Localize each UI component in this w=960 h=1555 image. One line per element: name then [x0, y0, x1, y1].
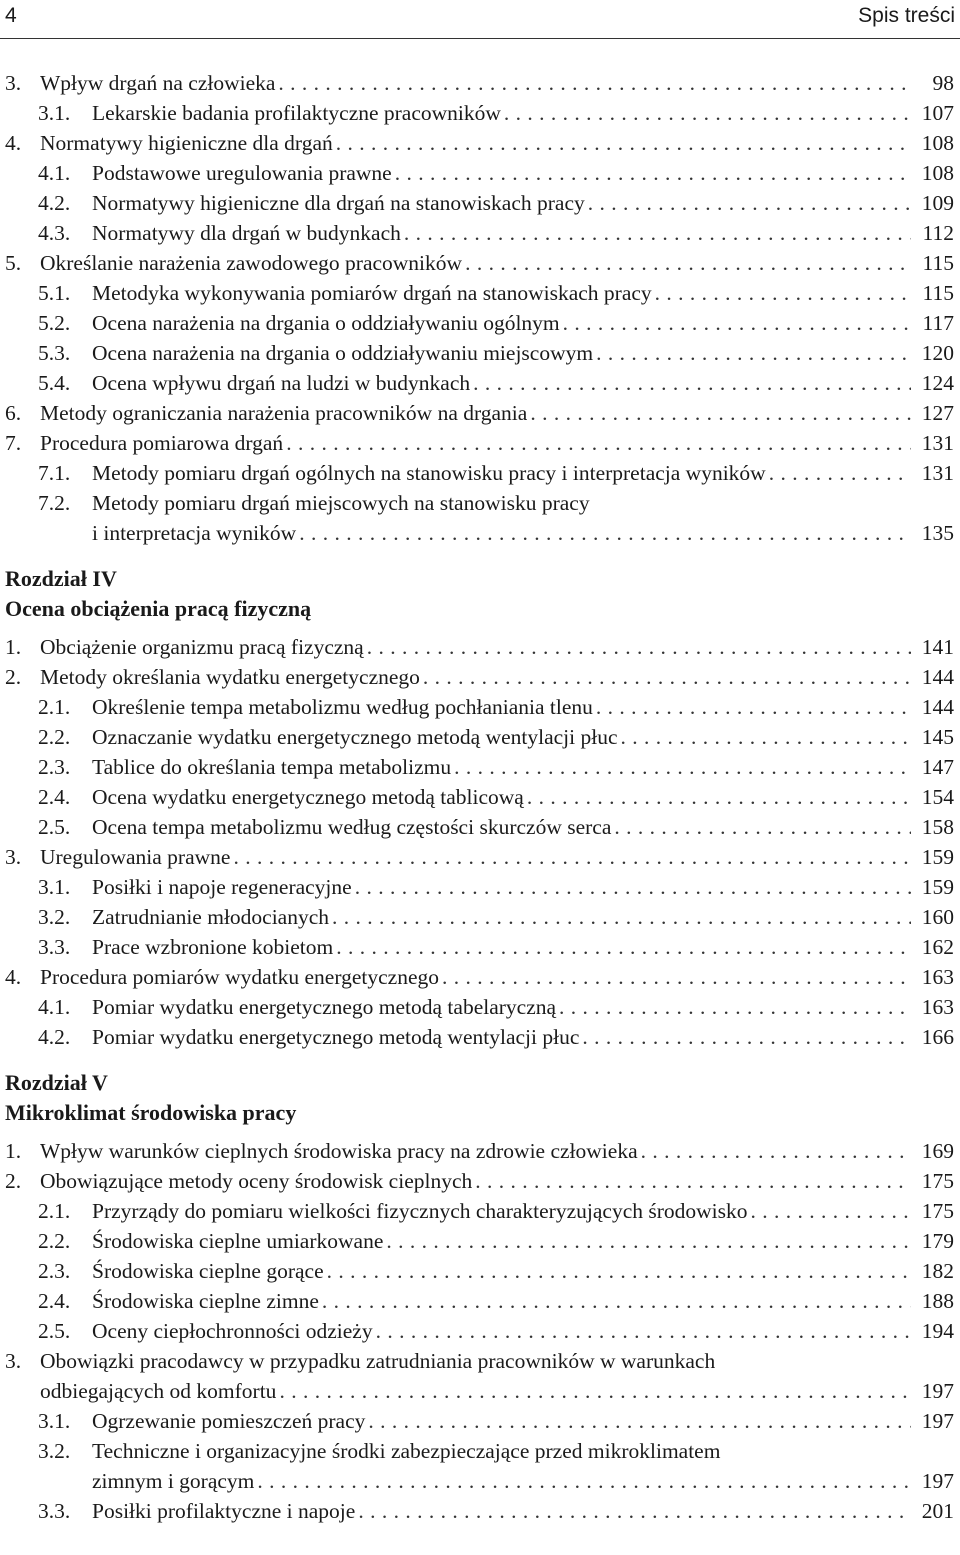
- toc-entry-title: Obowiązki pracodawcy w przypadku zatrudniania pracowników w warunkach: [40, 1349, 716, 1373]
- toc-entry-number: 2.3.: [38, 755, 71, 779]
- toc-entry-title-line: [92, 488, 954, 518]
- toc-entry-number: 2.2.: [38, 1229, 71, 1253]
- toc-entry-title: Tablice do określania tempa metabolizmu: [92, 755, 452, 779]
- toc-entry-title-line: [92, 1466, 954, 1496]
- toc-entry-number: 5.4.: [38, 371, 71, 395]
- toc-entry-title: Uregulowania prawne: [40, 845, 231, 869]
- chapter-title: Mikroklimat środowiska pracy: [5, 1100, 297, 1125]
- toc-entry-page: 145: [921, 725, 954, 749]
- dot-leader: [582, 1022, 911, 1052]
- toc-entry-title-line: [92, 1022, 954, 1052]
- dot-leader: [358, 1496, 911, 1526]
- toc-entry[interactable]: [0, 338, 960, 368]
- toc-entry-title-line: [92, 98, 954, 128]
- dot-leader: [588, 188, 911, 218]
- toc-entry-number: 2.4.: [38, 785, 71, 809]
- toc-entry[interactable]: [0, 962, 960, 992]
- toc-entry-title: Techniczne i organizacyjne środki zabezpieczające przed mikroklimatem: [92, 1439, 721, 1463]
- toc-entry-title-line: [92, 1286, 954, 1316]
- dot-leader: [278, 68, 911, 98]
- dot-leader: [769, 458, 911, 488]
- toc-entry[interactable]: [0, 872, 960, 902]
- toc-entry-title: Pomiar wydatku energetycznego metodą wentylacji płuc: [92, 1025, 580, 1049]
- toc-entry-number: 3.: [5, 845, 22, 869]
- toc-entry-number: 2.4.: [38, 1289, 71, 1313]
- toc-section-chapter-4: [0, 632, 960, 1052]
- chapter-label: Rozdział V: [5, 1070, 108, 1095]
- toc-entry-page: 175: [921, 1169, 954, 1193]
- toc-entry-continuation[interactable]: [0, 1376, 960, 1406]
- toc-entry-title-line: [40, 1346, 954, 1376]
- toc-entry-title: Obciążenie organizmu pracą fizyczną: [40, 635, 364, 659]
- toc-entry-number: 6.: [5, 401, 22, 425]
- toc-entry-title-line: [92, 158, 954, 188]
- toc-entry-title-line: [40, 128, 954, 158]
- dot-leader: [596, 692, 911, 722]
- toc-entry-number: 2.3.: [38, 1259, 71, 1283]
- toc-entry-title: Metodyka wykonywania pomiarów drgań na stanowiskach pracy: [92, 281, 652, 305]
- toc-entry-page: 154: [921, 785, 954, 809]
- toc-entry-title: Procedura pomiarów wydatku energetycznego: [40, 965, 439, 989]
- toc-entry-page: 182: [921, 1259, 954, 1283]
- toc-entry-page: 135: [921, 521, 954, 545]
- toc-entry[interactable]: [0, 752, 960, 782]
- toc-entry-title: Metody ograniczania narażenia pracowników na drgania: [40, 401, 528, 425]
- toc-entry-title: Oceny ciepłochronności odzieży: [92, 1319, 373, 1343]
- toc-entry-page: 109: [921, 191, 954, 215]
- toc-entry[interactable]: [0, 692, 960, 722]
- toc-section-chapter-3: [0, 68, 960, 548]
- toc-entry[interactable]: [0, 1136, 960, 1166]
- toc-entry-title-line: [92, 992, 954, 1022]
- toc-entry-page: 163: [921, 995, 954, 1019]
- toc-entry-number: 4.1.: [38, 995, 71, 1019]
- chapter-title: Ocena obciążenia pracą fizyczną: [5, 596, 312, 621]
- toc-entry-title: Ocena narażenia na drgania o oddziaływaniu ogólnym: [92, 311, 560, 335]
- toc-entry[interactable]: [0, 1286, 960, 1316]
- toc-entry-page: 166: [921, 1025, 954, 1049]
- toc-entry-page: 163: [921, 965, 954, 989]
- toc-entry-title: Procedura pomiarowa drgań: [40, 431, 284, 455]
- toc-entry[interactable]: [0, 1316, 960, 1346]
- toc-entry-title-line: [92, 308, 954, 338]
- toc-entry-title: Ocena tempa metabolizmu według częstości skurczów serca: [92, 815, 612, 839]
- dot-leader: [442, 962, 911, 992]
- toc-entry-page: 131: [921, 461, 954, 485]
- toc-entry[interactable]: [0, 128, 960, 158]
- toc-entry-title-line: [40, 662, 954, 692]
- toc-entry[interactable]: [0, 992, 960, 1022]
- dot-leader: [475, 1166, 911, 1196]
- toc-entry-title-line: [92, 338, 954, 368]
- toc-entry[interactable]: [0, 308, 960, 338]
- toc-entry-page: 179: [921, 1229, 954, 1253]
- dot-leader: [621, 722, 911, 752]
- toc-entry-title-continued: i interpretacja wyników: [92, 521, 297, 545]
- toc-entry-page: 162: [921, 935, 954, 959]
- toc-entry-number: 4.3.: [38, 221, 71, 245]
- toc-entry-title: Normatywy higieniczne dla drgań na stanowiskach pracy: [92, 191, 585, 215]
- page-header: [0, 0, 960, 40]
- toc-entry[interactable]: [0, 428, 960, 458]
- toc-entry[interactable]: [0, 842, 960, 872]
- toc-entry-title-line: [92, 902, 954, 932]
- toc-entry[interactable]: [0, 488, 960, 518]
- toc-entry-title-line: [92, 932, 954, 962]
- toc-entry-title-line: [40, 1166, 954, 1196]
- toc-entry-number: 3.2.: [38, 905, 71, 929]
- dot-leader: [655, 278, 911, 308]
- toc-entry-title: Środowiska cieplne gorące: [92, 1259, 324, 1283]
- toc-entry[interactable]: [0, 248, 960, 278]
- toc-entry-number: 3.1.: [38, 875, 71, 899]
- toc-entry-title: Określanie narażenia zawodowego pracowników: [40, 251, 463, 275]
- toc-entry-title-line: [92, 752, 954, 782]
- toc-entry-title: Podstawowe uregulowania prawne: [92, 161, 392, 185]
- toc-entry-number: 5.3.: [38, 341, 71, 365]
- dot-leader: [596, 338, 911, 368]
- toc-entry[interactable]: [0, 1196, 960, 1226]
- toc-entry-number: 4.2.: [38, 191, 71, 215]
- toc-entry-title: Określenie tempa metabolizmu według pochłaniania tlenu: [92, 695, 593, 719]
- toc-entry-title-line: [92, 1226, 954, 1256]
- dot-leader: [559, 992, 911, 1022]
- toc-entry-number: 2.5.: [38, 815, 71, 839]
- toc-entry-number: 1.: [5, 635, 22, 659]
- toc-entry-page: 160: [921, 905, 954, 929]
- toc-entry[interactable]: [0, 458, 960, 488]
- toc-entry[interactable]: [0, 932, 960, 962]
- toc-entry-page: 124: [921, 371, 954, 395]
- toc-entry-page: 120: [921, 341, 954, 365]
- toc-entry-title-line: [40, 962, 954, 992]
- toc-entry-title-continued: odbiegających od komfortu: [40, 1379, 277, 1403]
- toc-entry[interactable]: [0, 68, 960, 98]
- toc-entry-title-line: [40, 248, 954, 278]
- toc-entry-number: 2.1.: [38, 695, 71, 719]
- toc-entry[interactable]: [0, 98, 960, 128]
- dot-leader: [257, 1466, 911, 1496]
- toc-entry[interactable]: [0, 722, 960, 752]
- toc-entry-title-line: [40, 1376, 954, 1406]
- toc-entry-page: 115: [922, 281, 954, 305]
- toc-entry[interactable]: [0, 1022, 960, 1052]
- toc-entry[interactable]: [0, 902, 960, 932]
- toc-entry-title-line: [92, 872, 954, 902]
- toc-entry-title-line: [92, 722, 954, 752]
- toc-entry-number: 2.1.: [38, 1199, 71, 1223]
- dot-leader: [336, 932, 911, 962]
- header-rule: [0, 38, 960, 39]
- toc-entry-title-line: [40, 398, 954, 428]
- toc-entry-page: 108: [921, 131, 954, 155]
- toc-entry[interactable]: [0, 632, 960, 662]
- toc-entry-title: Obowiązujące metody oceny środowisk cieplnych: [40, 1169, 473, 1193]
- toc-entry[interactable]: [0, 1166, 960, 1196]
- toc-entry-number: 3.1.: [38, 101, 71, 125]
- dot-leader: [299, 518, 911, 548]
- toc-entry[interactable]: [0, 1346, 960, 1376]
- dot-leader: [395, 158, 911, 188]
- toc-entry-number: 1.: [5, 1139, 22, 1163]
- toc-entry-page: 169: [921, 1139, 954, 1163]
- toc-entry-title-line: [92, 278, 954, 308]
- toc-entry-number: 2.2.: [38, 725, 71, 749]
- toc-entry-title: Wpływ drgań na człowieka: [40, 71, 276, 95]
- toc-entry-title: Metody pomiaru drgań ogólnych na stanowisku pracy i interpretacja wyników: [92, 461, 766, 485]
- toc-entry[interactable]: [0, 812, 960, 842]
- dot-leader: [336, 128, 911, 158]
- toc-entry-title: Zatrudnianie młodocianych: [92, 905, 330, 929]
- toc-entry-title-line: [40, 428, 954, 458]
- dot-leader: [465, 248, 911, 278]
- toc-entry-title: Oznaczanie wydatku energetycznego metodą wentylacji płuc: [92, 725, 618, 749]
- toc-entry-number: 5.2.: [38, 311, 71, 335]
- dot-leader: [530, 398, 911, 428]
- toc-entry[interactable]: [0, 158, 960, 188]
- dot-leader: [367, 632, 911, 662]
- dot-leader: [563, 308, 911, 338]
- toc-entry-number: 3.3.: [38, 1499, 71, 1523]
- dot-leader: [423, 662, 911, 692]
- dot-leader: [504, 98, 911, 128]
- toc-entry-page: 144: [921, 665, 954, 689]
- toc-entry-page: 147: [921, 755, 954, 779]
- toc-entry-page: 197: [921, 1379, 954, 1403]
- toc-entry-title-line: [92, 218, 954, 248]
- toc-entry-title-line: [92, 1436, 954, 1466]
- toc-entry-page: 175: [921, 1199, 954, 1223]
- toc-entry-number: 3.2.: [38, 1439, 71, 1463]
- toc-entry-number: 4.2.: [38, 1025, 71, 1049]
- toc-entry-page: 115: [922, 251, 954, 275]
- toc-entry-continuation[interactable]: [0, 1466, 960, 1496]
- toc-entry-page: 131: [921, 431, 954, 455]
- toc-entry[interactable]: [0, 782, 960, 812]
- toc-entry-page: 158: [921, 815, 954, 839]
- toc-entry-page: 117: [922, 311, 954, 335]
- toc-entry-number: 4.: [5, 131, 22, 155]
- toc-entry-title: Normatywy dla drgań w budynkach: [92, 221, 401, 245]
- toc-entry-number: 5.: [5, 251, 22, 275]
- toc-section-chapter-5: [0, 1136, 960, 1526]
- dot-leader: [368, 1406, 911, 1436]
- dot-leader: [376, 1316, 911, 1346]
- toc-entry-title: Normatywy higieniczne dla drgań: [40, 131, 333, 155]
- toc-entry-title-line: [40, 632, 954, 662]
- dot-leader: [233, 842, 911, 872]
- toc-entry[interactable]: [0, 398, 960, 428]
- toc-entry-title-line: [92, 518, 954, 548]
- toc-entry-title-line: [92, 368, 954, 398]
- dot-leader: [641, 1136, 911, 1166]
- dot-leader: [404, 218, 911, 248]
- toc-entry-number: 7.1.: [38, 461, 71, 485]
- toc-entry[interactable]: [0, 188, 960, 218]
- toc-entry-title-line: [92, 188, 954, 218]
- toc-entry-number: 2.: [5, 1169, 22, 1193]
- toc-entry-number: 2.5.: [38, 1319, 71, 1343]
- dot-leader: [332, 902, 911, 932]
- toc-entry[interactable]: [0, 368, 960, 398]
- toc-entry-page: 159: [921, 845, 954, 869]
- toc-entry-title: Przyrządy do pomiaru wielkości fizycznych charakteryzujących środowisko: [92, 1199, 748, 1223]
- toc-entry-page: 141: [921, 635, 954, 659]
- toc-entry-title: Ocena wydatku energetycznego metodą tablicową: [92, 785, 524, 809]
- toc-entry-title: Pomiar wydatku energetycznego metodą tabelaryczną: [92, 995, 557, 1019]
- dot-leader: [322, 1286, 911, 1316]
- toc-entry-title-line: [92, 1256, 954, 1286]
- toc-entry[interactable]: [0, 662, 960, 692]
- dot-leader: [751, 1196, 911, 1226]
- toc-entry-page: 144: [921, 695, 954, 719]
- toc-entry-title-line: [92, 458, 954, 488]
- toc-entry-number: 7.2.: [38, 491, 71, 515]
- toc-entry-continuation[interactable]: [0, 518, 960, 548]
- toc-entry-title-line: [92, 782, 954, 812]
- toc-entry[interactable]: [0, 1436, 960, 1466]
- toc-entry-title: Prace wzbronione kobietom: [92, 935, 334, 959]
- toc-entry-title-line: [92, 1496, 954, 1526]
- toc-entry-number: 3.: [5, 71, 22, 95]
- dot-leader: [614, 812, 911, 842]
- toc-entry-title: Ogrzewanie pomieszczeń pracy: [92, 1409, 366, 1433]
- toc-entry-page: 108: [921, 161, 954, 185]
- toc-entry-page: 159: [921, 875, 954, 899]
- toc-entry-title: Środowiska cieplne zimne: [92, 1289, 319, 1313]
- toc-entry-page: 107: [921, 101, 954, 125]
- toc-entry-title-line: [92, 1316, 954, 1346]
- toc-entry-title: Metody pomiaru drgań miejscowych na stanowisku pracy: [92, 491, 590, 515]
- toc-entry-number: 3.3.: [38, 935, 71, 959]
- toc-entry[interactable]: [0, 1406, 960, 1436]
- toc-entry-title-line: [40, 68, 954, 98]
- dot-leader: [355, 872, 911, 902]
- page-number: 4: [5, 4, 17, 27]
- dot-leader: [279, 1376, 911, 1406]
- dot-leader: [527, 782, 911, 812]
- toc-entry-number: 4.: [5, 965, 22, 989]
- toc-entry-page: 194: [921, 1319, 954, 1343]
- toc-entry-number: 3.: [5, 1349, 22, 1373]
- toc-entry-page: 188: [921, 1289, 954, 1313]
- toc-entry-title: Ocena wpływu drgań na ludzi w budynkach: [92, 371, 471, 395]
- toc-entry-title: Lekarskie badania profilaktyczne pracowników: [92, 101, 501, 125]
- toc-entry-number: 7.: [5, 431, 22, 455]
- toc-entry[interactable]: [0, 1226, 960, 1256]
- toc-entry-page: 201: [921, 1499, 954, 1523]
- toc-entry[interactable]: [0, 278, 960, 308]
- toc-entry[interactable]: [0, 1256, 960, 1286]
- toc-entry-title-line: [40, 842, 954, 872]
- toc-entry-page: 197: [921, 1469, 954, 1493]
- toc-entry-title: Posiłki i napoje regeneracyjne: [92, 875, 352, 899]
- dot-leader: [286, 428, 911, 458]
- toc-entry-title-line: [92, 692, 954, 722]
- table-of-contents: [0, 68, 960, 1526]
- dot-leader: [386, 1226, 911, 1256]
- dot-leader: [454, 752, 911, 782]
- dot-leader: [473, 368, 911, 398]
- toc-entry-title-line: [92, 1406, 954, 1436]
- toc-entry-title: Wpływ warunków cieplnych środowiska pracy na zdrowie człowieka: [40, 1139, 638, 1163]
- toc-entry-page: 98: [932, 71, 954, 95]
- toc-entry-page: 197: [921, 1409, 954, 1433]
- toc-entry-title: Posiłki profilaktyczne i napoje: [92, 1499, 356, 1523]
- toc-entry-title: Ocena narażenia na drgania o oddziaływaniu miejscowym: [92, 341, 594, 365]
- toc-entry-title-line: [40, 1136, 954, 1166]
- toc-entry-number: 3.1.: [38, 1409, 71, 1433]
- toc-entry-title-continued: zimnym i gorącym: [92, 1469, 255, 1493]
- toc-entry[interactable]: [0, 1496, 960, 1526]
- running-title: Spis treści: [858, 4, 955, 27]
- toc-entry-number: 4.1.: [38, 161, 71, 185]
- toc-entry-title-line: [92, 1196, 954, 1226]
- toc-entry-title: Metody określania wydatku energetycznego: [40, 665, 420, 689]
- toc-entry-title: Środowiska cieplne umiarkowane: [92, 1229, 384, 1253]
- toc-entry-number: 5.1.: [38, 281, 71, 305]
- chapter-label: Rozdział IV: [5, 566, 117, 591]
- dot-leader: [327, 1256, 911, 1286]
- toc-entry-page: 112: [922, 221, 954, 245]
- toc-entry[interactable]: [0, 218, 960, 248]
- toc-entry-number: 2.: [5, 665, 22, 689]
- toc-entry-page: 127: [921, 401, 954, 425]
- toc-entry-title-line: [92, 812, 954, 842]
